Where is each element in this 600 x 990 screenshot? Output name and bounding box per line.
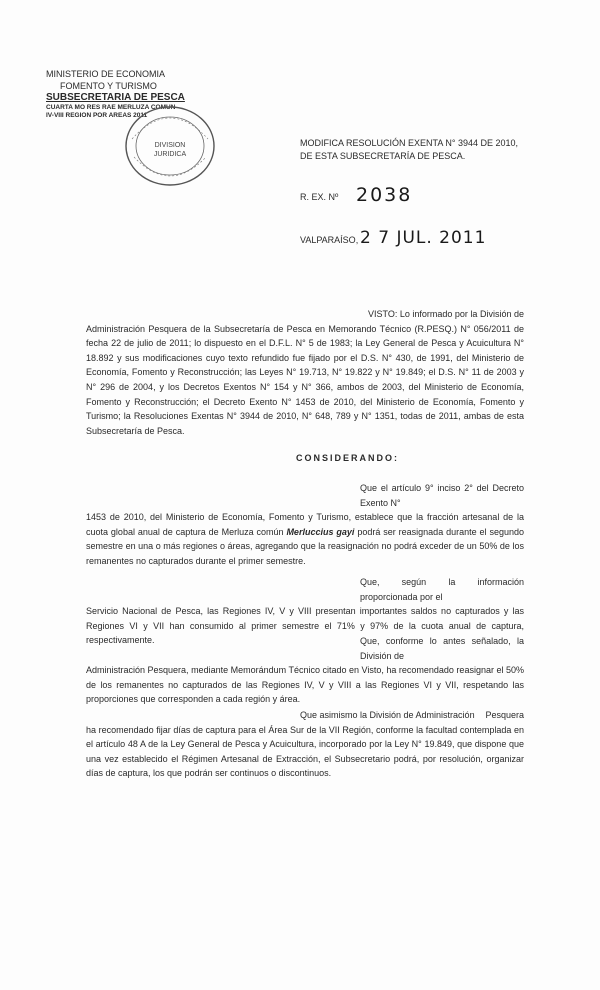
paragraph-lead: Que el artículo 9° inciso 2° del Decreto Exento N° bbox=[360, 483, 524, 508]
considerando-heading: CONSIDERANDO: bbox=[296, 453, 400, 463]
paragraph-text: Administración Pesquera, mediante Memorándum Técnico citado en Visto, ha recomendado reasignar el 50% de los remanentes no capturados de las Regiones IV, V y VIII a las Regiones VI y VII, respetando las proporciones que corresponden a cada región y área. bbox=[86, 665, 524, 705]
file-reference: CUARTA MO RES RAE MERLUZA COMUN bbox=[46, 104, 176, 111]
species-name: Merluccius gayi bbox=[286, 526, 355, 537]
paragraph-lead: Que, conforme lo antes señalado, la División de bbox=[360, 636, 524, 661]
considerando-paragraph-1 bbox=[86, 481, 524, 569]
ministry-name-line2: FOMENTO Y TURISMO bbox=[60, 81, 157, 91]
resolution-label: R. EX. Nº bbox=[300, 192, 339, 202]
resolution-number: 2038 bbox=[356, 184, 413, 206]
paragraph-text: 1453 de 2010, del Ministerio de Economía, Fomento y Turismo, establece que la fracción artesanal de la cuota global anual de captura de Merluza común bbox=[86, 512, 524, 537]
paragraph-lead: Que asimismo la División de Administración bbox=[300, 710, 475, 720]
resolution-subject bbox=[300, 137, 540, 163]
visto-lead: VISTO: bbox=[368, 309, 398, 319]
svg-text:DIVISION: DIVISION bbox=[154, 142, 186, 149]
date-stamp: 2 7 JUL. 2011 bbox=[360, 228, 487, 248]
subject-line-2: DE ESTA SUBSECRETARÍA DE PESCA. bbox=[300, 151, 466, 161]
paragraph-text: Pesquera ha recomendado fijar días de captura para el Área Sur de la VII Región, conforme la facultad contemplada en el artículo 48 A de la Ley General de Pesca y Acuicultura, incorporado por la Ley N° 19.849, que dispone que una vez establecido el Régimen Artesanal de Extracción, el Subsecretario podrá, por resolución, organizar días de captura, los que podrán ser continuos o discontinuos. bbox=[86, 710, 524, 779]
undersecretariat-name: SUBSECRETARIA DE PESCA bbox=[46, 92, 185, 103]
considerando-paragraph-3 bbox=[86, 634, 524, 707]
considerando-paragraph-4 bbox=[86, 708, 524, 781]
place: VALPARAÍSO, bbox=[300, 235, 359, 245]
ministry-name: MINISTERIO DE ECONOMIA bbox=[46, 69, 166, 79]
visto-text: Lo informado por la División de Administración Pesquera de la Subsecretaría de Pesca en Memorando Técnico (R.PESQ.) N° 056/2011 de fecha 22 de julio de 2011; lo dispuesto en el D.F.L. N° 5 de 1983; la Ley General de Pesca y Acuicultura N° 18.892 y sus modificaciones cuyo texto refundido fue fijado por el D.S. N° 430, de 1991, del Ministerio de Economía, Fomento y Reconstrucción; las Leyes N° 19.713, N° 19.822 y N° 19.849; el D.S. N° 11 de 2003 y N° 296 de 2004, y los Decretos Exentos N° 154 y N° 366, ambos de 2003, del Ministerio de Economía, Fomento y Reconstrucción; el Decreto Exento N° 1453 de 2010, del Ministerio de Economía, Fomento y Turismo; la Resoluciones Exentas N° 3944 de 2010, N° 648, 789 y N° 1351, todas de 2011, ambas de esta Subsecretaría de Pesca. bbox=[86, 309, 524, 436]
subject-line-1: MODIFICA RESOLUCIÓN EXENTA N° 3944 DE 2010, bbox=[300, 138, 519, 148]
juridical-stamp-seal bbox=[122, 103, 218, 189]
paragraph-text-cont: podrá ser reasignada durante el segundo semestre en una o más regiones o áreas, agregando que la reasignación no podrá exceder de un 50% de los remanentes no capturados durante el primer semestre. bbox=[86, 526, 524, 566]
visto-paragraph bbox=[86, 307, 524, 438]
paragraph-text: Servicio Nacional de Pesca, las Regiones IV, V y VIII presentan importantes saldos no capturados y las Regiones VI y VII han consumido al primer semestre el 71% y 97% de la cuota anual de captura, respectivamente. bbox=[86, 606, 524, 646]
paragraph-lead: Que, según la información proporcionada por el bbox=[360, 577, 524, 602]
file-reference-line2: IV-VIII REGION POR AREAS 2011 bbox=[46, 112, 148, 119]
svg-text:JURIDICA: JURIDICA bbox=[153, 151, 187, 158]
